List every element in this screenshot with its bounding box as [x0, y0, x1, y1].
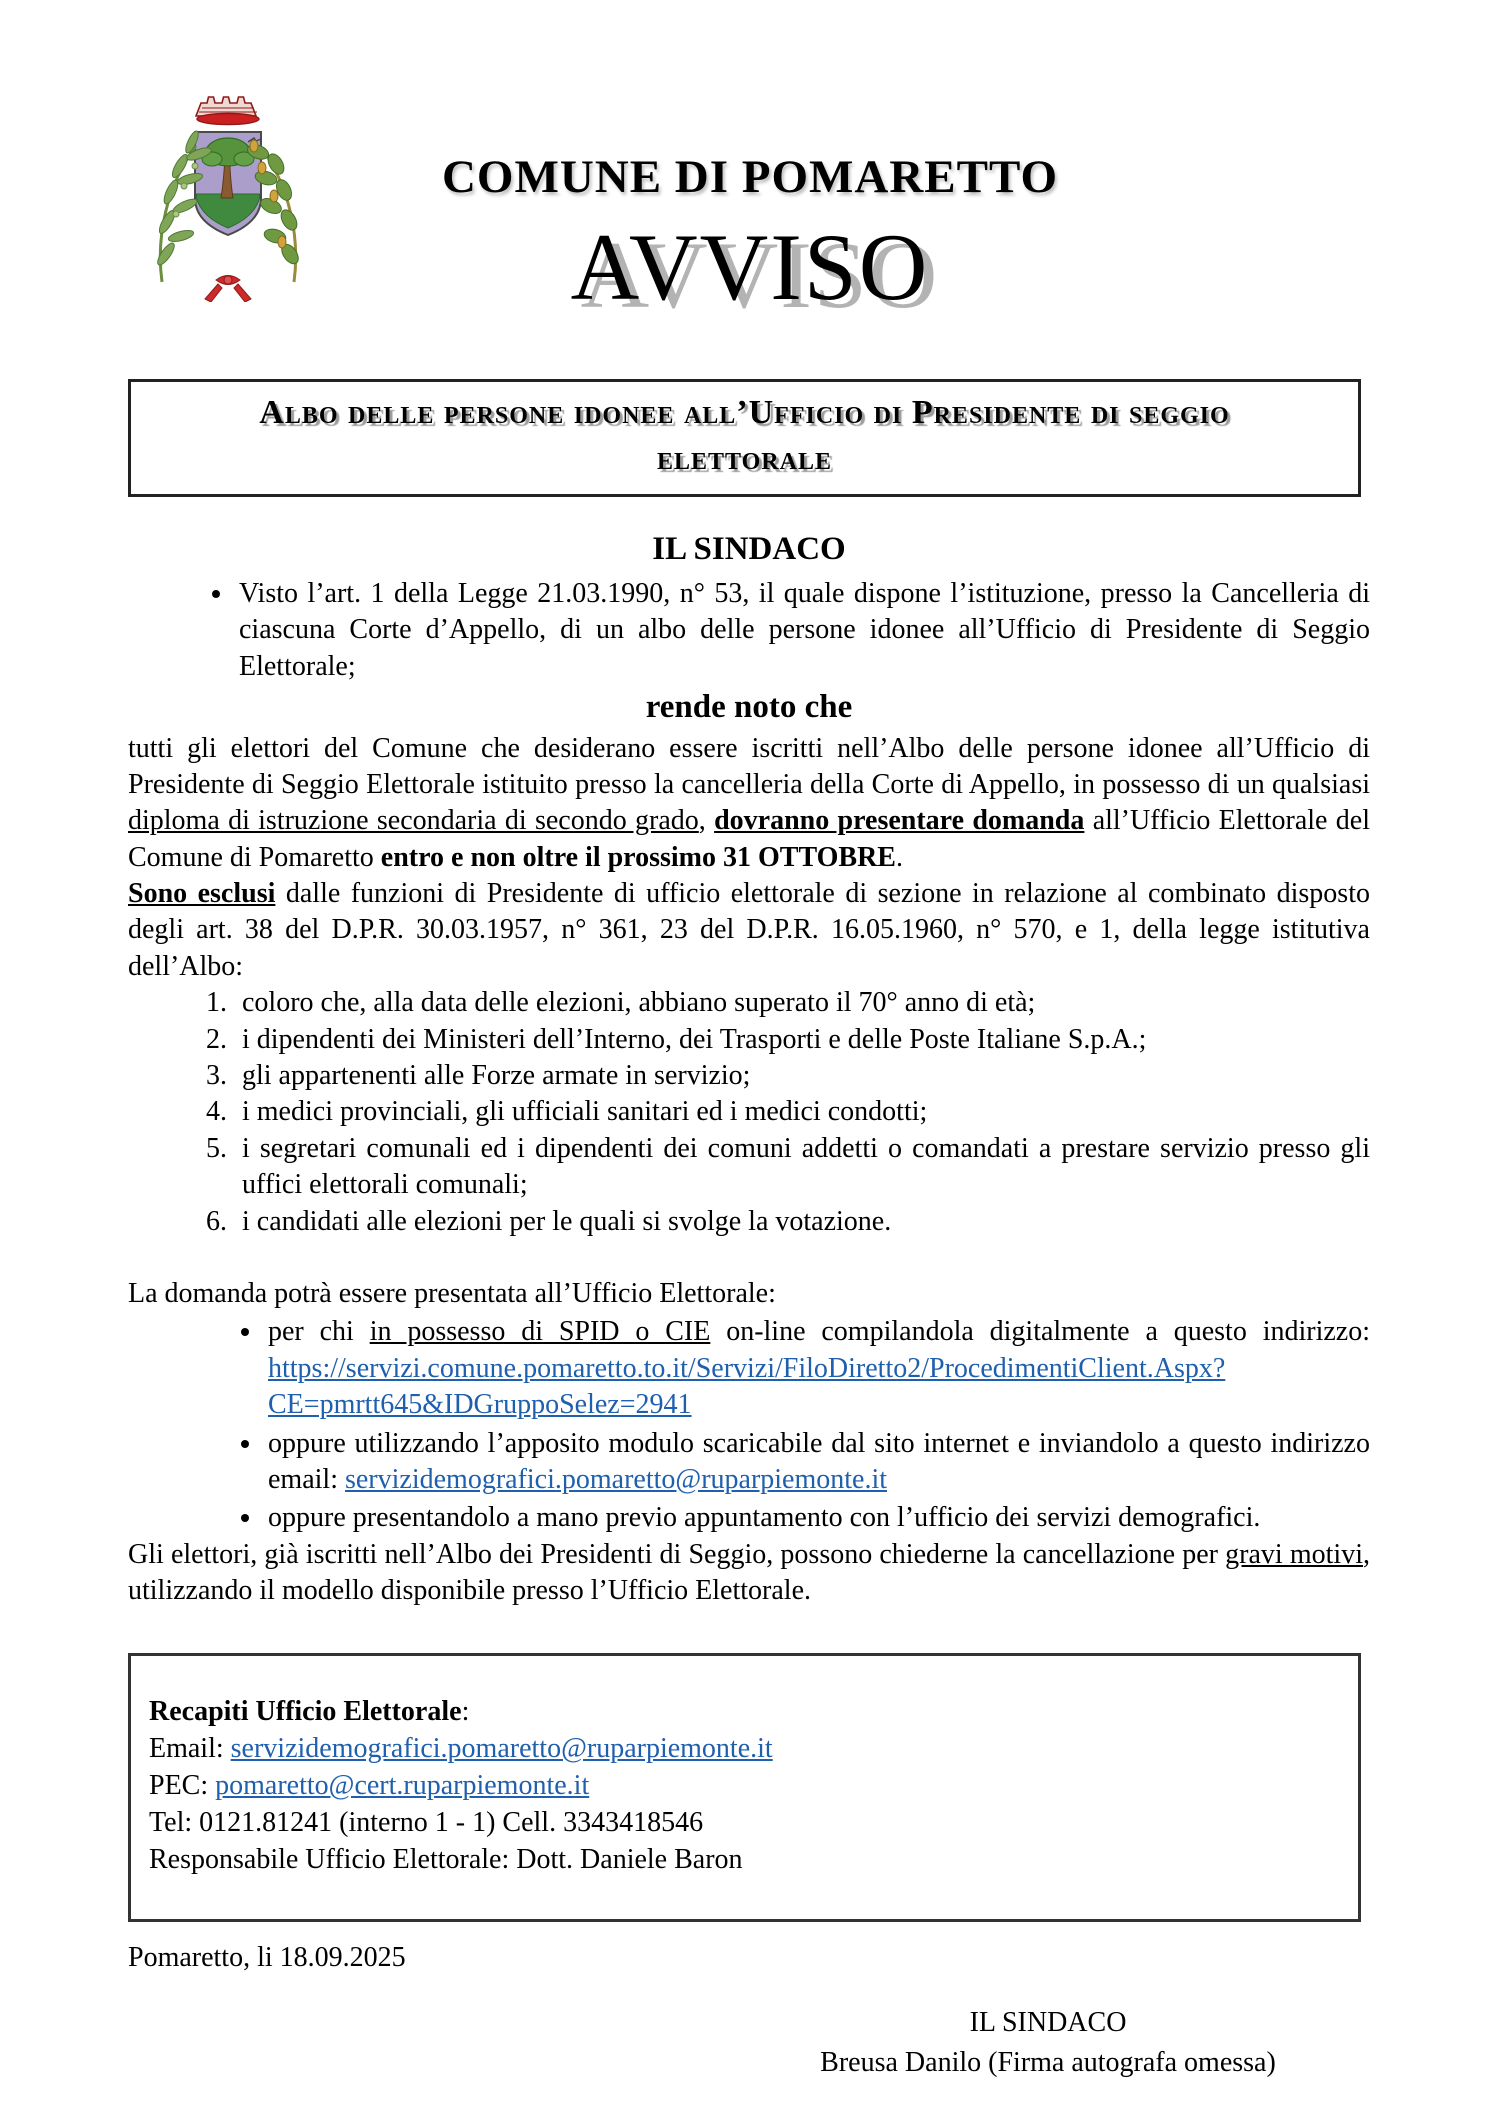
hyperlink[interactable]: https://servizi.comune.pomaretto.to.it/Servizi/FiloDiretto2/ProcedimentiClient.Aspx?CE=pmrtt645&IDGruppoSelez=2941 — [268, 1352, 1226, 1421]
rende-noto-heading: rende noto che — [645, 689, 853, 726]
application-option-online: • per chi in possesso di SPID o CIE on-line compilandola digitalmente a questo indirizzo: https://servizi.comune.pomaretto.to.it/Servizi/FiloDiretto2/ProcedimentiClient.Aspx?CE=pmrtt645&IDGruppoSelez=2941 — [264, 1314, 1370, 1423]
municipal-coat-of-arms — [138, 86, 318, 302]
application-option-in-person: • oppure presentandolo a mano previo appuntamento con l’ufficio dei servizi demografici. — [264, 1500, 1370, 1536]
exclusions-list — [128, 985, 1370, 1240]
notice-title: AVVISO — [570, 214, 930, 321]
document-body — [128, 529, 1370, 2084]
exclusion-item: 2. i dipendenti dei Ministeri dell’Interno, dei Trasporti e delle Poste Italiane S.p.A.; — [234, 1022, 1370, 1058]
application-option-email: • oppure utilizzando l’apposito modulo scaricabile dal sito internet e inviandolo a questo indirizzo email: servizidemografici.pomaretto@ruparpiemonte.it — [264, 1426, 1370, 1499]
crown-icon — [196, 97, 259, 125]
contact-phone-line: Tel: 0121.81241 (interno 1 - 1) Cell. 3343418546 — [149, 1807, 704, 1839]
contacts-title-line: Recapiti Ufficio Elettorale: — [149, 1696, 470, 1728]
application-intro: La domanda potrà essere presentata all’Ufficio Elettorale: — [128, 1277, 776, 1309]
contact-email-line: Email: servizidemografici.pomaretto@ruparpiemonte.it — [149, 1733, 773, 1765]
eligibility-paragraph: tutti gli elettori del Comune che desiderano essere iscritti nell’Albo delle persone idonee all’Ufficio di Presidente di Seggio Elettorale istituito presso la cancelleria della Corte di Appello, in possesso di un qualsiasi diploma di istruzione secondaria di secondo grado, dovranno presentare domanda all’Ufficio Elettorale del Comune di Pomaretto entro e non oltre il prossimo 31 OTTOBRE. — [128, 732, 1370, 873]
place-date: Pomaretto, li 18.09.2025 — [128, 1942, 406, 1974]
exclusion-item: 5. i segretari comunali ed i dipendenti dei comuni addetti o comandati a prestare servizio presso gli uffici elettorali comunali; — [234, 1131, 1370, 1204]
exclusion-item: 4. i medici provinciali, gli ufficiali sanitari ed i medici condotti; — [234, 1094, 1370, 1130]
subject-box — [128, 379, 1361, 497]
application-options-list — [128, 1314, 1370, 1536]
exclusion-item: 1. coloro che, alla data delle elezioni, abbiano superato il 70° anno di età; — [234, 985, 1370, 1021]
sindaco-heading: IL SINDACO — [652, 530, 846, 567]
ribbon-icon — [205, 276, 251, 303]
exclusion-item: 3. gli appartenenti alle Forze armate in servizio; — [234, 1058, 1370, 1094]
signature-title: IL SINDACO — [969, 2006, 1127, 2038]
signature-name: Breusa Danilo (Firma autografa omessa) — [820, 2047, 1276, 2079]
cancellation-paragraph: Gli elettori, già iscritti nell’Albo dei Presidenti di Seggio, possono chiederne la cancellazione per gravi motivi, utilizzando il modello disponibile presso l’Ufficio Elettorale. — [128, 1538, 1370, 1607]
signature-block — [718, 2003, 1378, 2084]
hyperlink[interactable]: servizidemografici.pomaretto@ruparpiemonte.it — [344, 1463, 888, 1495]
subject-title: Albo delle persone idonee all’Ufficio di Presidente di seggio elettorale — [259, 394, 1230, 477]
contact-responsible-line: Responsabile Ufficio Elettorale: Dott. Daniele Baron — [149, 1844, 743, 1876]
premise-list — [128, 576, 1370, 685]
hyperlink[interactable]: servizidemografici.pomaretto@ruparpiemonte.it — [230, 1733, 773, 1765]
premise-item: • Visto l’art. 1 della Legge 21.03.1990, n° 53, il quale dispone l’istituzione, presso la Cancelleria di ciascuna Corte d’Appello, di un albo delle persone idonee all’Ufficio di Presidente di Seggio Elettorale; — [235, 576, 1370, 685]
commune-name: COMUNE DI POMARETTO — [441, 151, 1059, 203]
exclusion-item: 6. i candidati alle elezioni per le quali si svolge la votazione. — [234, 1204, 1370, 1240]
hyperlink[interactable]: pomaretto@cert.ruparpiemonte.it — [215, 1770, 590, 1802]
contact-pec-line: PEC: pomaretto@cert.ruparpiemonte.it — [149, 1770, 590, 1802]
contacts-box — [128, 1653, 1361, 1922]
exclusions-intro-paragraph: Sono esclusi dalle funzioni di Presidente di ufficio elettorale di sezione in relazione al combinato disposto degli art. 38 del D.P.R. 30.03.1957, n° 361, 23 del D.P.R. 16.05.1960, n° 570, e 1, della legge istitutiva dell’Albo: — [128, 878, 1370, 982]
